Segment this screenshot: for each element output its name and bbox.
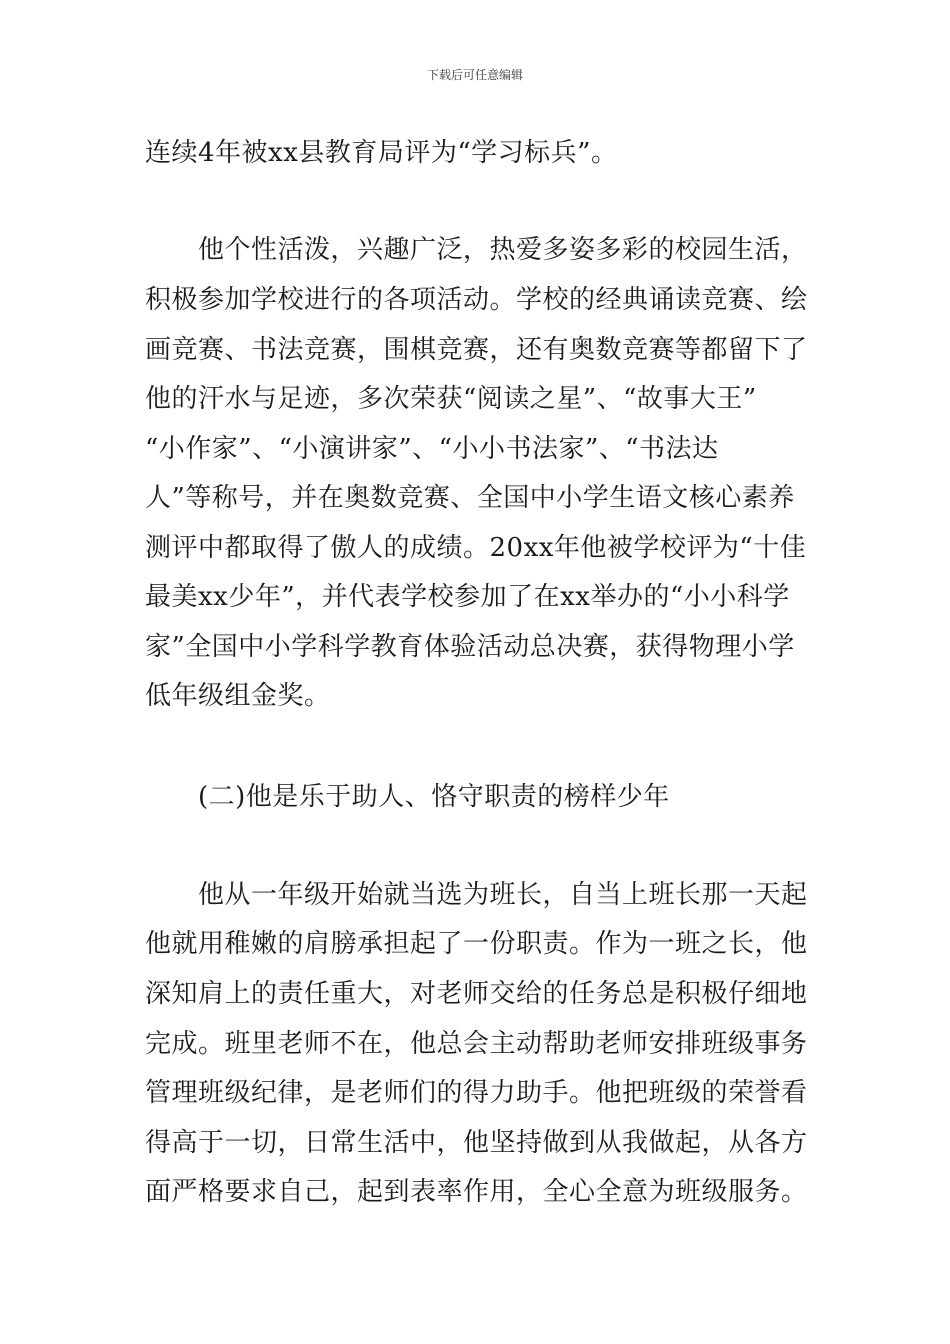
paragraph-line: 积极参加学校进行的各项活动。学校的经典诵读竞赛、绘 bbox=[145, 285, 808, 315]
paragraph-line: 完成。班里老师不在，他总会主动帮助老师安排班级事务 bbox=[145, 1029, 808, 1059]
page-header-note: 下载后可任意编辑 bbox=[426, 68, 523, 82]
paragraph-line: 他的汗水与足迹，多次荣获“阅读之星”、“故事大王” bbox=[145, 384, 757, 414]
paragraph-line: 得高于一切，日常生活中，他坚持做到从我做起，从各方 bbox=[145, 1128, 808, 1158]
paragraph-line: 人”等称号，并在奥数竞赛、全国中小学生语文核心素养 bbox=[145, 483, 795, 513]
paragraph-line: 低年级组金奖。 bbox=[145, 681, 331, 711]
paragraph-line: 他从一年级开始就当选为班长，自当上班长那一天起 bbox=[198, 880, 808, 910]
paragraph-line: “小作家”、“小演讲家”、“小小书法家”、“书法达 bbox=[145, 434, 719, 464]
paragraph-line: 他就用稚嫩的肩膀承担起了一份职责。作为一班之长，他 bbox=[145, 929, 808, 959]
paragraph-line: 面严格要求自己，起到表率作用，全心全意为班级服务。 bbox=[145, 1177, 808, 1207]
paragraph-line: 最美xx少年”，并代表学校参加了在xx举办的“小小科学 bbox=[145, 582, 790, 612]
paragraph-line: 测评中都取得了傲人的成绩。20xx年他被学校评为“十佳 bbox=[145, 533, 807, 563]
paragraph-line: 家”全国中小学科学教育体验活动总决赛，获得物理小学 bbox=[145, 632, 795, 662]
paragraph-line: 管理班级纪律，是老师们的得力助手。他把班级的荣誉看 bbox=[145, 1078, 808, 1108]
paragraph-line: 深知肩上的责任重大，对老师交给的任务总是积极仔细地 bbox=[145, 979, 808, 1009]
paragraph-line: 画竞赛、书法竞赛，围棋竞赛，还有奥数竞赛等都留下了 bbox=[145, 335, 808, 365]
section-heading: (二)他是乐于助人、恪守职责的榜样少年 bbox=[198, 782, 670, 812]
paragraph-line: 连续4年被xx县教育局评为“学习标兵”。 bbox=[145, 138, 618, 168]
paragraph-line: 他个性活泼，兴趣广泛，热爱多姿多彩的校园生活， bbox=[198, 235, 808, 265]
